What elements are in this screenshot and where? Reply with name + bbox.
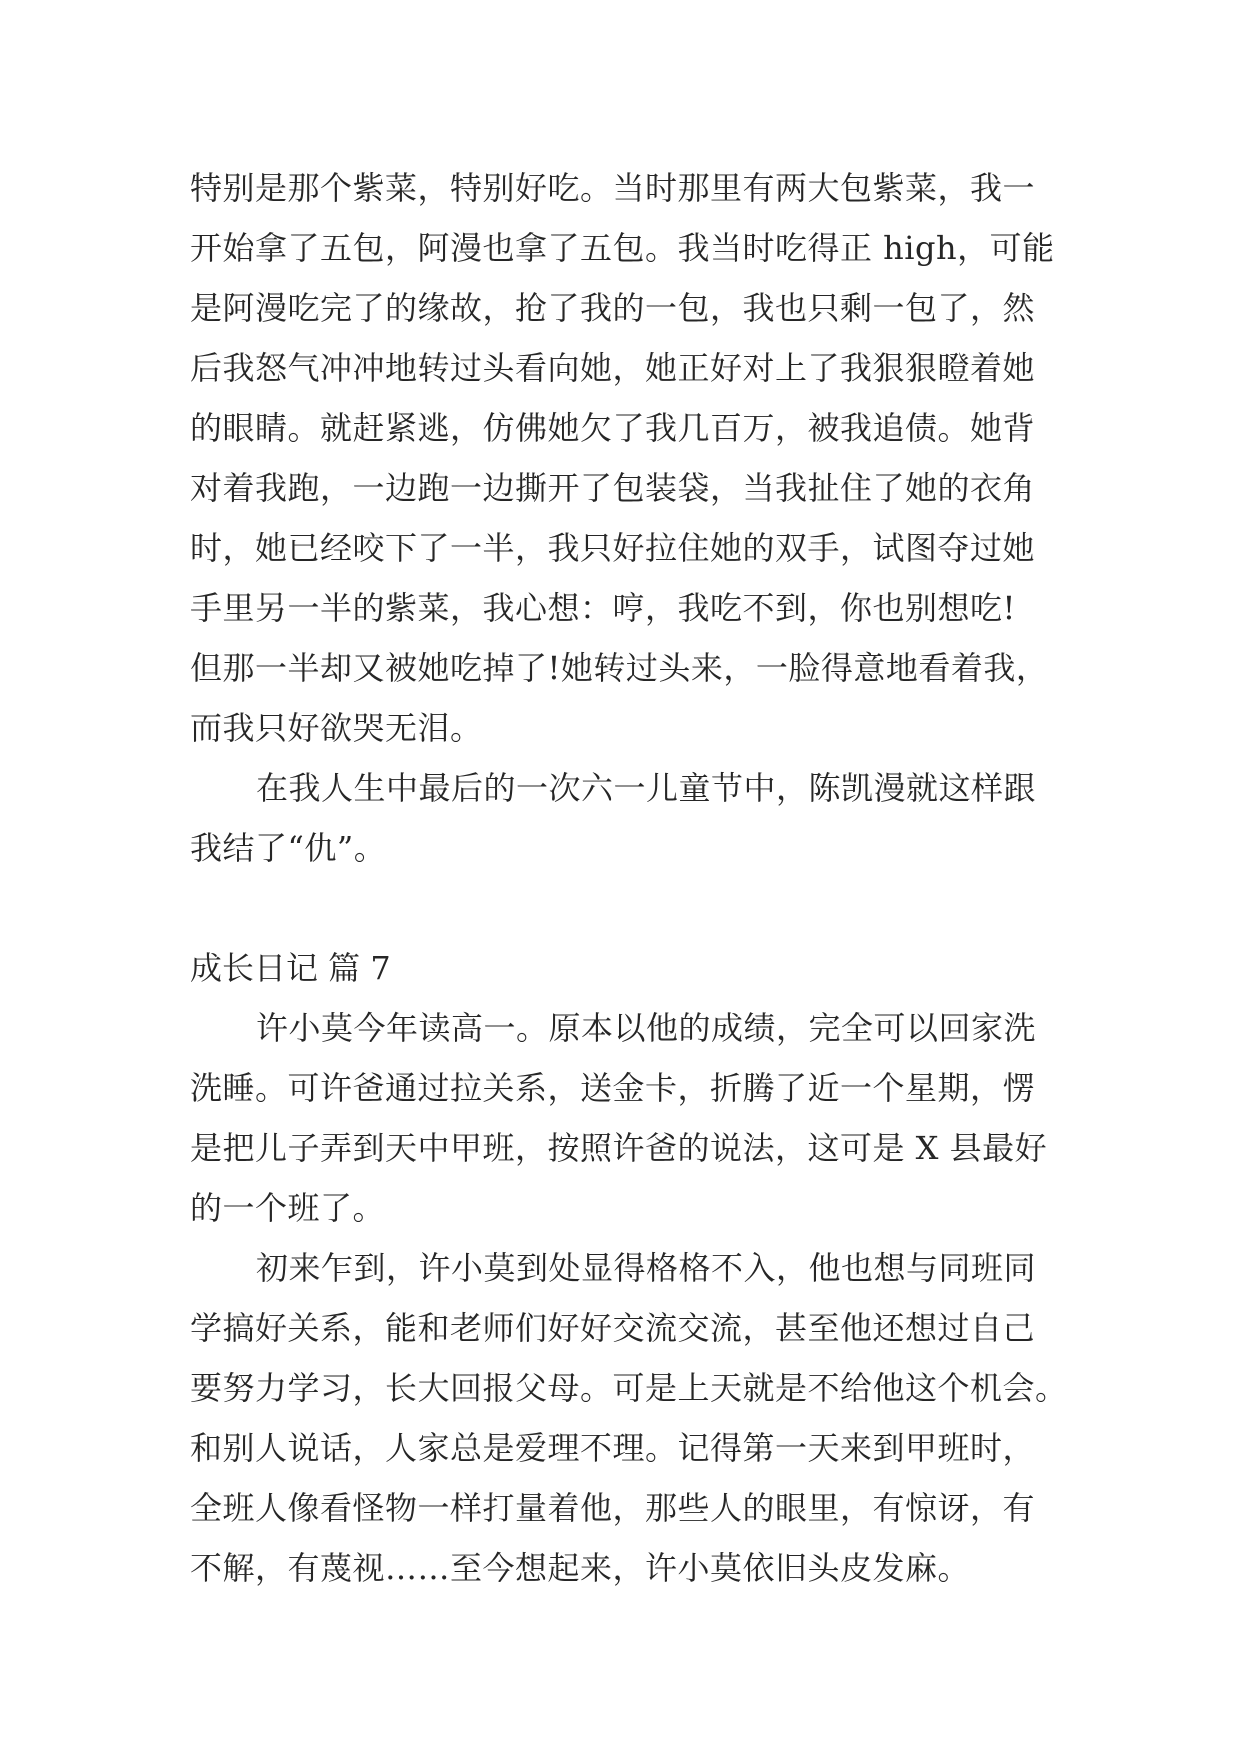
text-line: 不解，有蔑视……至今想起来，许小莫依旧头皮发麻。 — [190, 1549, 971, 1587]
text-line: 后我怒气冲冲地转过头看向她，她正好对上了我狠狠瞪着她 — [190, 349, 1036, 387]
paragraph-story-continuation — [190, 158, 1070, 758]
document-body — [190, 158, 1070, 1598]
text-line: 要努力学习，长大回报父母。可是上天就是不给他这个机会。 — [190, 1369, 1068, 1407]
text-line: 许小莫今年读高一。原本以他的成绩，完全可以回家洗 — [256, 1009, 1037, 1047]
text-line: 和别人说话，人家总是爱理不理。记得第一天来到甲班时， — [190, 1429, 1036, 1467]
text-line: 是把儿子弄到天中甲班，按照许爸的说法，这可是 X 县最好 — [190, 1129, 1048, 1167]
text-line: 手里另一半的紫菜，我心想：哼，我吃不到，你也别想吃! — [190, 589, 1016, 627]
text-line: 洗睡。可许爸通过拉关系，送金卡，折腾了近一个星期，愣 — [190, 1069, 1036, 1107]
paragraph-story-ending — [190, 758, 1070, 878]
paragraph-section-1 — [190, 998, 1070, 1238]
text-line: 学搞好关系，能和老师们好好交流交流，甚至他还想过自己 — [190, 1309, 1036, 1347]
text-line: 的眼睛。就赶紧逃，仿佛她欠了我几百万，被我追债。她背 — [190, 409, 1036, 447]
text-line: 全班人像看怪物一样打量着他，那些人的眼里，有惊讶，有 — [190, 1489, 1036, 1527]
text-line: 是阿漫吃完了的缘故，抢了我的一包，我也只剩一包了，然 — [190, 289, 1036, 327]
text-line: 我结了“仇”。 — [190, 829, 387, 867]
section-heading: 成长日记 篇 7 — [190, 949, 391, 987]
paragraph-section-2 — [190, 1238, 1070, 1598]
text-line: 对着我跑，一边跑一边撕开了包装袋，当我扯住了她的衣角 — [190, 469, 1036, 507]
text-line: 但那一半却又被她吃掉了!她转过头来，一脸得意地看着我， — [190, 649, 1049, 687]
text-line: 在我人生中最后的一次六一儿童节中，陈凯漫就这样跟 — [256, 769, 1037, 807]
text-line: 初来乍到，许小莫到处显得格格不入，他也想与同班同 — [256, 1249, 1037, 1287]
text-line: 时，她已经咬下了一半，我只好拉住她的双手，试图夺过她 — [190, 529, 1036, 567]
text-line: 开始拿了五包，阿漫也拿了五包。我当时吃得正 high，可能 — [190, 229, 1055, 267]
text-line: 特别是那个紫菜，特别好吃。当时那里有两大包紫菜，我一 — [190, 169, 1036, 207]
text-line: 而我只好欲哭无泪。 — [190, 709, 483, 747]
text-line: 的一个班了。 — [190, 1189, 386, 1227]
section-spacer — [190, 878, 1070, 938]
